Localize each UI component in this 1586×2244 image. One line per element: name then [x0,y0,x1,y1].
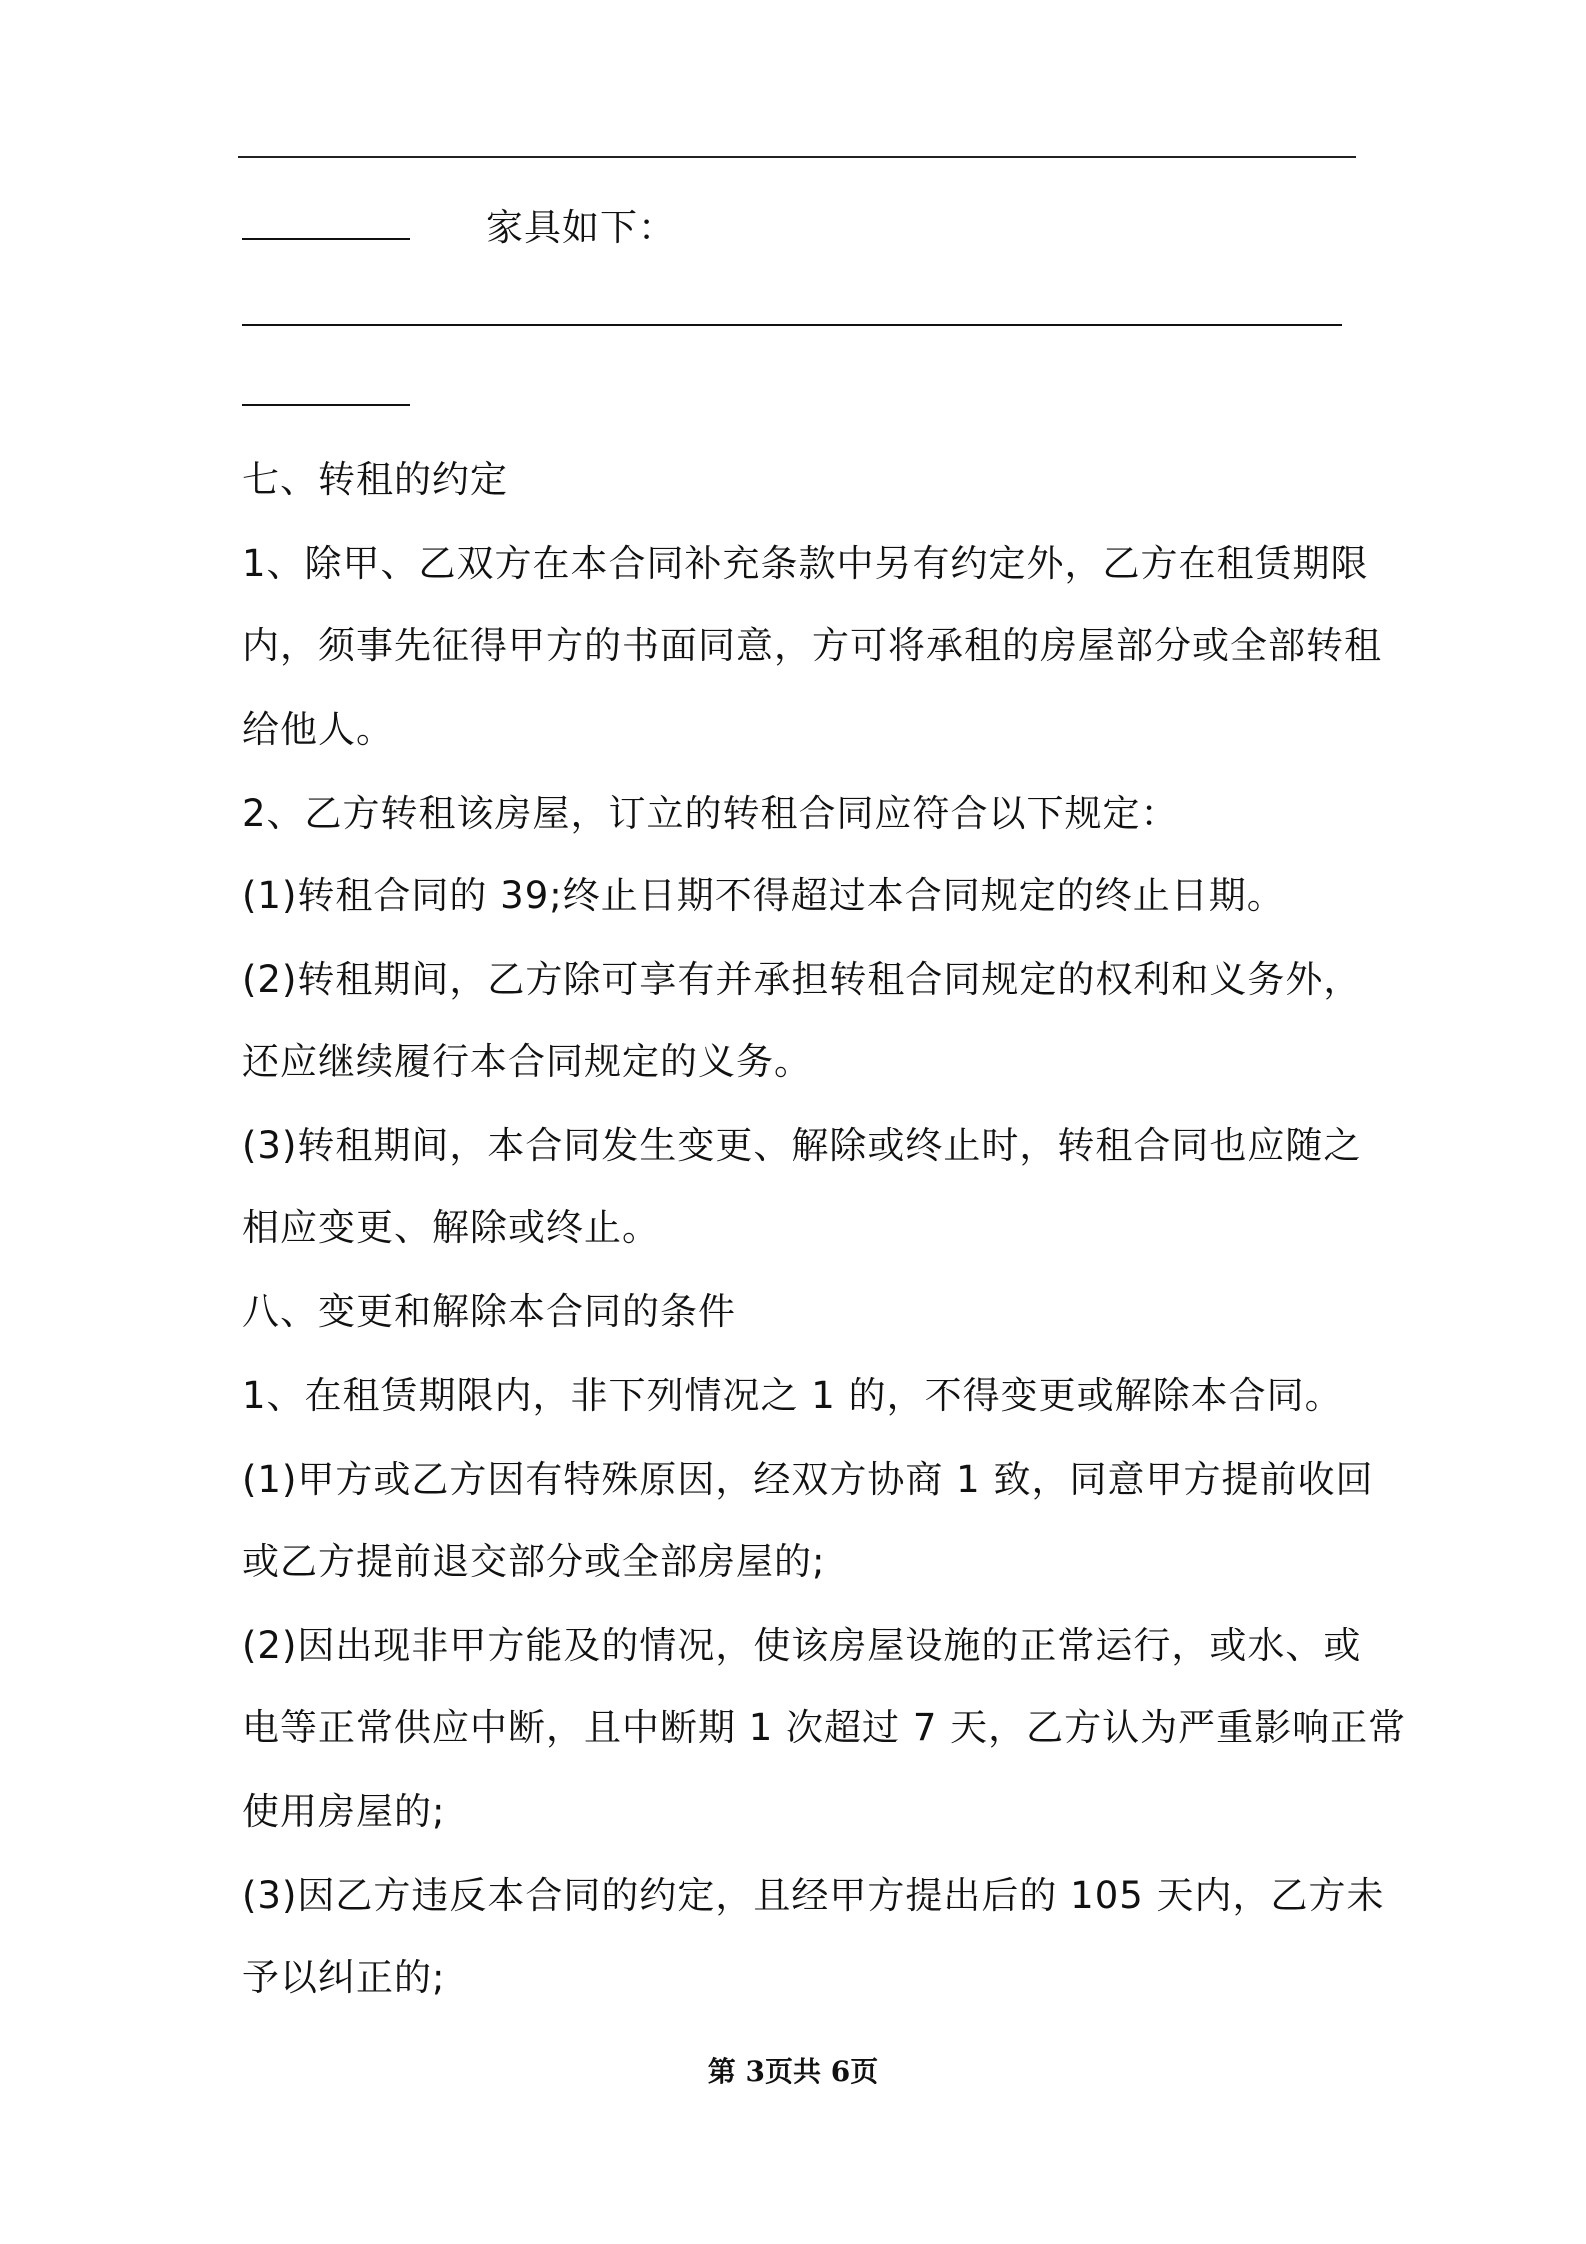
blank-field-row [242,204,1358,252]
section-heading: 七、转租的约定 [242,458,508,501]
paragraph-line: 还应继续履行本合同规定的义务。 [242,1040,812,1083]
paragraph-line: (1)甲方或乙方因有特殊原因，经双方协商 1 致，同意甲方提前收回 [242,1458,1374,1501]
paragraph-line: 1、除甲、乙双方在本合同补充条款中另有约定外，乙方在租赁期限 [242,542,1369,585]
blank-field-row [242,370,1358,418]
paragraph-line: 电等正常供应中断，且中断期 1 次超过 7 天，乙方认为严重影响正常 [242,1706,1407,1749]
paragraph-line: 使用房屋的; [242,1790,446,1833]
blank-field [242,370,410,406]
paragraph-line: 或乙方提前退交部分或全部房屋的; [242,1540,826,1583]
blank-field [242,204,410,240]
paragraph-line: 内，须事先征得甲方的书面同意，方可将承租的房屋部分或全部转租 [242,624,1382,667]
paragraph-line: 2、乙方转租该房屋，订立的转租合同应符合以下规定： [242,792,1179,835]
paragraph-line: 相应变更、解除或终止。 [242,1206,660,1249]
paragraph-line: (2)因出现非甲方能及的情况，使该房屋设施的正常运行，或水、或 [242,1624,1362,1667]
paragraph-line: 给他人。 [242,708,394,751]
paragraph-line: (2)转租期间，乙方除可享有并承担转租合同规定的权利和义务外， [242,958,1362,1001]
furniture-label: 家具如下： [486,206,676,249]
paragraph-line: (1)转租合同的 39;终止日期不得超过本合同规定的终止日期。 [242,874,1285,917]
paragraph-line: 1、在租赁期限内，非下列情况之 1 的，不得变更或解除本合同。 [242,1374,1343,1417]
blank-field [242,290,1342,326]
paragraph-line: (3)转租期间，本合同发生变更、解除或终止时，转租合同也应随之 [242,1124,1362,1167]
paragraph-line: (3)因乙方违反本合同的约定，且经甲方提出后的 105 天内，乙方未 [242,1874,1385,1917]
section-heading: 八、变更和解除本合同的条件 [242,1290,736,1333]
page-number-footer: 第 3页共 6页 [707,2055,879,2088]
top-divider [238,156,1356,158]
blank-field-row [242,290,1358,338]
paragraph-line: 予以纠正的; [242,1956,446,1999]
